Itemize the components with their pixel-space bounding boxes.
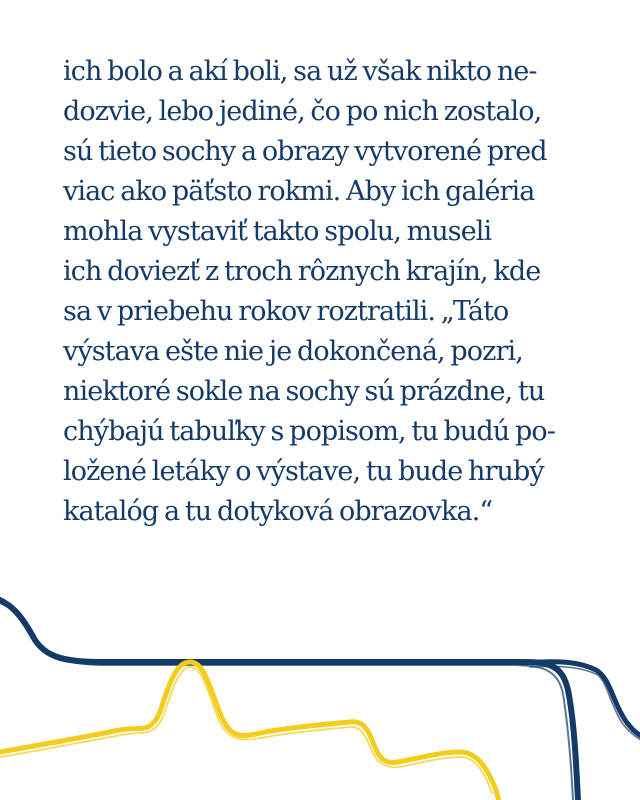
text-line-2: dozvie, lebo jediné, čo po nich zostalo,: [63, 96, 542, 127]
brush-stroke-decoration: [0, 570, 640, 800]
text-line-4: viac ako päťsto rokmi. Aby ich galéria: [63, 176, 535, 207]
text-line-11: ložené letáky o výstave, tu bude hrubý: [63, 456, 544, 487]
navy-brush-branch-texture: [530, 666, 640, 742]
text-line-10: chýbajú tabuľky s popisom, tu budú po-: [63, 416, 555, 447]
body-text: [63, 52, 603, 532]
text-line-1: ich bolo a akí boli, sa už však nikto ne-: [63, 56, 537, 87]
text-line-3: sú tieto sochy a obrazy vytvorené pred: [63, 136, 547, 167]
yellow-brush-line: [0, 662, 500, 800]
text-line-6: ich doviezť z troch rôznych krajín, kde: [63, 256, 541, 287]
navy-brush-branch: [522, 662, 640, 738]
text-line-12: katalóg a tu dotyková obrazovka.“: [63, 496, 493, 527]
navy-brush-line: [0, 598, 578, 800]
text-line-7: sa v priebehu rokov roztratili. „Táto: [63, 296, 509, 327]
text-line-5: mohla vystaviť takto spolu, museli: [63, 216, 492, 247]
yellow-brush-line-texture: [0, 667, 492, 793]
text-line-8: výstava ešte nie je dokončená, pozri,: [63, 336, 523, 367]
text-line-9: niektoré sokle na sochy sú prázdne, tu: [63, 376, 545, 407]
